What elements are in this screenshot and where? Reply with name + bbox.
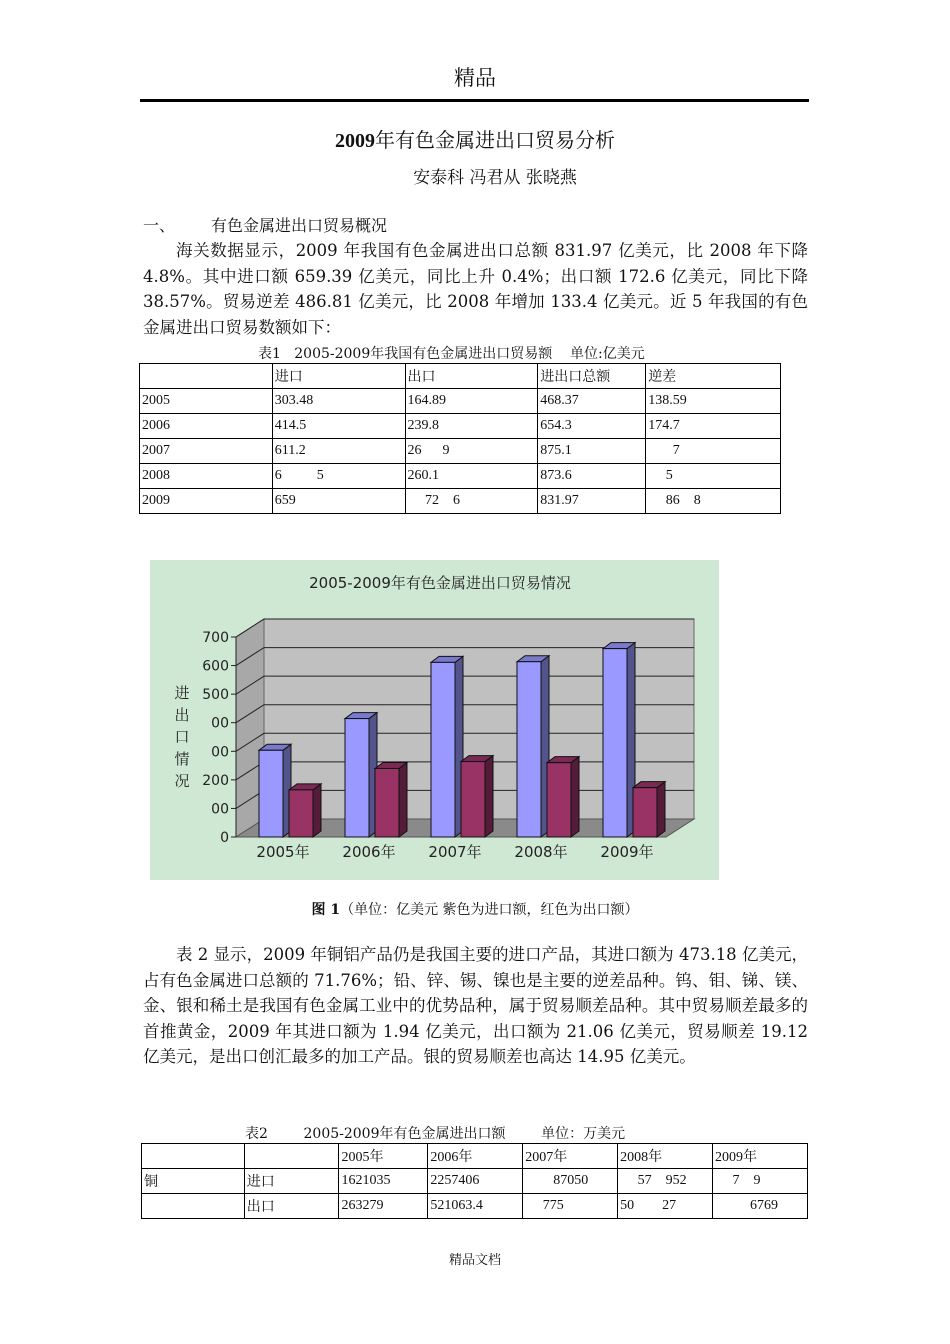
y-axis-label-char: 况 xyxy=(174,772,190,790)
table-cell: 7 xyxy=(646,439,781,464)
paragraph-2 xyxy=(143,942,808,1070)
authors: 安泰科 冯君从 张晓燕 xyxy=(413,168,577,188)
table-cell: 831.97 xyxy=(538,489,646,514)
chart-title: 2005-2009年有色金属进出口贸易情况 xyxy=(309,574,571,592)
table-cell: 659 xyxy=(272,489,405,514)
table-cell: 72 6 xyxy=(405,489,538,514)
table-cell: 303.48 xyxy=(272,389,405,414)
bar-side xyxy=(485,756,493,837)
table-header-cell: 出口 xyxy=(405,364,538,389)
bar-chart xyxy=(150,560,719,880)
x-tick-label: 2007年 xyxy=(428,843,482,861)
table-header-cell xyxy=(142,1144,245,1169)
bar-export xyxy=(461,756,493,837)
table-cell: 775 xyxy=(523,1194,618,1219)
table-cell: 654.3 xyxy=(538,414,646,439)
bar-side xyxy=(399,762,407,837)
bar-front xyxy=(633,788,657,837)
x-tick-label: 2005年 xyxy=(256,843,310,861)
table-cell: 6 5 xyxy=(272,464,405,489)
table-cell: 138.59 xyxy=(646,389,781,414)
y-tick-label: 00 xyxy=(211,715,229,732)
table-cell: 6769 xyxy=(713,1194,808,1219)
bar-export xyxy=(289,784,321,837)
table-cell: 2005 xyxy=(140,389,273,414)
bar-side xyxy=(313,784,321,837)
bar-import xyxy=(345,713,377,837)
table-header-cell: 2009年 xyxy=(713,1144,808,1169)
table-cell: 414.5 xyxy=(272,414,405,439)
y-axis-label xyxy=(174,684,189,790)
section-number: 一、 xyxy=(143,216,176,235)
table-header-cell: 2005年 xyxy=(339,1144,428,1169)
table-header-row xyxy=(142,1144,808,1169)
bar-export xyxy=(547,757,579,837)
page-footer: 精品文档 xyxy=(448,1253,501,1268)
table-row xyxy=(140,439,781,464)
bar-side xyxy=(657,782,665,837)
table-header-cell xyxy=(140,364,273,389)
table-cell: 2007 xyxy=(140,439,273,464)
table-header-cell: 2008年 xyxy=(618,1144,713,1169)
bar-front xyxy=(259,750,283,837)
x-tick-label: 2006年 xyxy=(342,843,396,861)
y-axis-label-char: 情 xyxy=(174,750,190,768)
page-header: 精品 xyxy=(454,66,496,90)
table-cell xyxy=(142,1194,245,1219)
bar-export xyxy=(633,782,665,837)
figure-1-text: （单位：亿美元 紫色为进口额，红色为出口额） xyxy=(340,902,639,918)
table-cell: 7 9 xyxy=(713,1169,808,1194)
document-title xyxy=(0,124,950,153)
table-header-cell: 进口 xyxy=(272,364,405,389)
table-row xyxy=(140,464,781,489)
y-axis-label-char: 出 xyxy=(174,706,190,724)
x-tick-label: 2008年 xyxy=(514,843,568,861)
bar-import xyxy=(431,656,463,837)
table-cell: 239.8 xyxy=(405,414,538,439)
paragraph-1 xyxy=(143,238,808,340)
y-tick-label: 700 xyxy=(202,630,229,646)
section-heading xyxy=(143,213,387,236)
table-cell: 5 xyxy=(646,464,781,489)
table-cell: 521063.4 xyxy=(428,1194,523,1219)
table-row xyxy=(142,1194,808,1219)
bar-import xyxy=(603,643,635,837)
x-tick-label: 2009年 xyxy=(600,843,654,861)
table-header-cell: 2007年 xyxy=(523,1144,618,1169)
chart-container xyxy=(150,560,719,880)
table-2 xyxy=(141,1143,808,1219)
table-header-cell xyxy=(244,1144,339,1169)
bar-front xyxy=(517,662,541,837)
table-cell: 进口 xyxy=(244,1169,339,1194)
table-row xyxy=(140,414,781,439)
bar-export xyxy=(375,762,407,837)
y-axis-label-char: 进 xyxy=(174,684,190,702)
y-tick-label: 0 xyxy=(220,830,229,846)
table-cell: 875.1 xyxy=(538,439,646,464)
table-cell: 260.1 xyxy=(405,464,538,489)
table-cell: 87050 xyxy=(523,1169,618,1194)
table-cell: 263279 xyxy=(339,1194,428,1219)
bar-import xyxy=(259,744,291,837)
table-cell: 86 8 xyxy=(646,489,781,514)
table-cell: 2006 xyxy=(140,414,273,439)
header-rule xyxy=(140,99,809,102)
bar-import xyxy=(517,656,549,837)
bar-front xyxy=(461,762,485,837)
table-cell: 174.7 xyxy=(646,414,781,439)
table-header-row xyxy=(140,364,781,389)
paragraph-1-text: 海关数据显示，2009 年我国有色金属进出口总额 831.97 亿美元，比 2008 年下降 4.8%。其中进口额 659.39 亿美元，同比上升 0.4%；出口额 172.6 亿美元，同比下降 38.57%。贸易逆差 486.81 亿美元，比 2008 年增加 133.4 亿美元。近 5 年我国的有色金属进出口贸易数额如下： xyxy=(143,241,808,337)
y-tick-label: 600 xyxy=(202,658,229,675)
table-row xyxy=(140,489,781,514)
y-tick-label: 500 xyxy=(202,687,229,704)
table-header-cell: 进出口总额 xyxy=(538,364,646,389)
table-cell: 26 9 xyxy=(405,439,538,464)
y-tick-label: 00 xyxy=(211,744,229,761)
section-title: 有色金属进出口贸易概况 xyxy=(211,216,388,235)
table-1-caption: 表1 2005-2009年我国有色金属进出口贸易额 单位:亿美元 xyxy=(258,346,645,362)
table-row xyxy=(140,389,781,414)
y-tick-label: 00 xyxy=(211,801,229,818)
table-cell: 57 952 xyxy=(618,1169,713,1194)
table-1 xyxy=(139,363,781,514)
table-cell: 468.37 xyxy=(538,389,646,414)
bar-front xyxy=(431,662,455,837)
table-cell: 611.2 xyxy=(272,439,405,464)
table-cell: 50 27 xyxy=(618,1194,713,1219)
table-cell: 2009 xyxy=(140,489,273,514)
bar-front xyxy=(603,649,627,837)
table-cell: 出口 xyxy=(244,1194,339,1219)
table-cell: 2008 xyxy=(140,464,273,489)
title-text: 年有色金属进出口贸易分析 xyxy=(375,128,615,152)
table-cell: 2257406 xyxy=(428,1169,523,1194)
table-cell: 铜 xyxy=(142,1169,245,1194)
bar-front xyxy=(375,768,399,837)
table-cell: 164.89 xyxy=(405,389,538,414)
y-tick-label: 200 xyxy=(202,772,229,789)
y-axis-label-char: 口 xyxy=(174,728,190,746)
bar-front xyxy=(547,763,571,837)
table-row xyxy=(142,1169,808,1194)
table-header-cell: 2006年 xyxy=(428,1144,523,1169)
bar-side xyxy=(571,757,579,837)
table-cell: 873.6 xyxy=(538,464,646,489)
table-header-cell: 逆差 xyxy=(646,364,781,389)
bar-front xyxy=(345,719,369,837)
paragraph-2-text: 表 2 显示，2009 年铜铝产品仍是我国主要的进口产品，其进口额为 473.18 亿美元，占有色金属进口总额的 71.76%；铅、锌、锡、镍也是主要的逆差品种。钨、钼、锑、镁、金、银和稀土是我国有色金属工业中的优势品种，属于贸易顺差品种。其中贸易顺差最多的首推黄金，2009 年其进口额为 1.94 亿美元，出口额为 21.06 亿美元，贸易顺差 19.12 亿美元，是出口创汇最多的加工产品。银的贸易顺差也高达 14.95 亿美元。 xyxy=(143,945,808,1066)
table-cell: 1621035 xyxy=(339,1169,428,1194)
figure-1-caption xyxy=(0,899,950,919)
table-2-caption: 表2 2005-2009年有色金属进出口额 单位：万美元 xyxy=(245,1126,626,1142)
title-year: 2009 xyxy=(335,130,375,152)
figure-1-label: 图 1 xyxy=(311,902,341,918)
bar-front xyxy=(289,790,313,837)
